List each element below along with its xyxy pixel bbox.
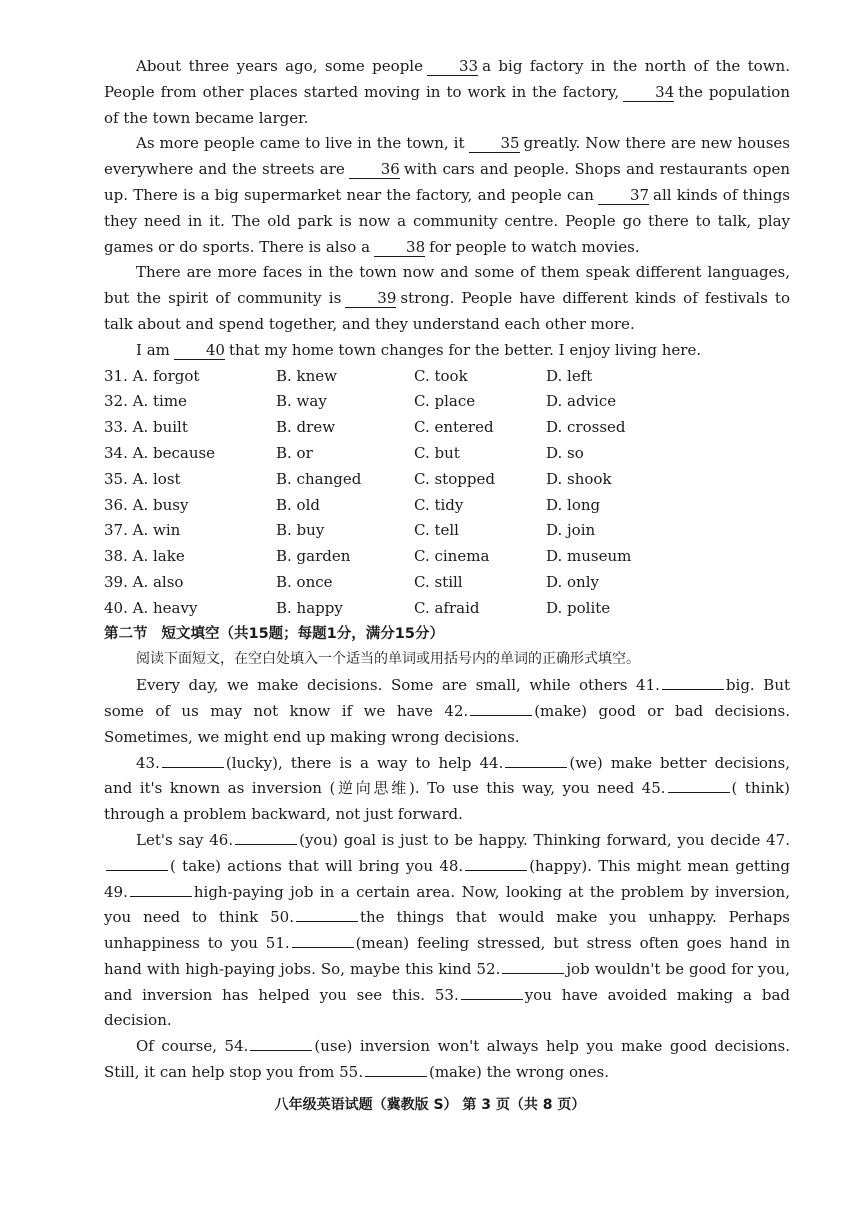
text-segment: Every day, we make decisions. Some are small, while others 41.: [136, 676, 660, 695]
fill-blank: [470, 701, 532, 716]
option-d: D. only: [546, 572, 599, 591]
section-heading: [104, 622, 790, 648]
fill-blank: [250, 1036, 312, 1051]
option-a: 34. A. because: [104, 443, 216, 462]
cloze-paragraph-3: [104, 260, 790, 337]
text-segment: (you) goal is just to be happy. Thinking forward, you decide 47.: [299, 830, 790, 849]
cloze-paragraph-2: [104, 131, 790, 260]
fill-blank: [292, 933, 354, 948]
option-d: D. museum: [546, 547, 632, 566]
cloze-paragraph-4: [104, 338, 790, 364]
blank-37: 37: [598, 187, 649, 205]
text-segment: As more people came to live in the town, it: [136, 134, 465, 153]
option-a: 33. A. built: [104, 418, 188, 437]
fill-blank: [130, 882, 192, 897]
option-b: B. old: [276, 495, 320, 514]
option-c: C. still: [414, 572, 463, 591]
fill-blank: [668, 778, 730, 793]
text-segment: the population of the town became larger.: [104, 82, 790, 127]
option-c: C. tidy: [414, 495, 464, 514]
blank-34: 34: [623, 84, 674, 102]
option-row: [104, 389, 790, 415]
text-segment: a big factory in the north of the town. People from other places started moving in to work in the factory,: [104, 57, 790, 101]
section-title: 短文填空（共15题；每题1分，满分15分）: [161, 625, 444, 642]
fill-blank: [662, 675, 724, 690]
option-b: B. buy: [276, 521, 325, 540]
blank-36: 36: [349, 161, 400, 179]
text-segment: ( take) actions that will bring you 48.: [170, 856, 464, 875]
option-d: D. join: [546, 521, 596, 540]
text-segment: 43.: [136, 753, 160, 772]
blank-39: 39: [345, 290, 396, 308]
option-c: C. took: [414, 366, 468, 385]
blank-38: 38: [374, 239, 425, 257]
section-label: 第二节: [104, 625, 148, 642]
option-d: D. long: [546, 495, 601, 514]
text-segment: the things that would make you unhappy. Perhaps unhappiness to you 51.: [104, 908, 791, 953]
option-d: D. crossed: [546, 418, 626, 437]
fill-blank: [162, 753, 224, 768]
page-footer: 八年级英语试题（冀教版 S） 第 3 页（共 8 页）: [274, 1097, 586, 1113]
option-b: B. knew: [276, 366, 338, 385]
option-a: 31. A. forgot: [104, 366, 200, 385]
blank-35: 35: [469, 135, 520, 153]
fill-blank: [235, 830, 297, 845]
text-segment: (make) good or bad decisions. Sometimes, we might end up making wrong decisions.: [104, 701, 790, 746]
option-row: [104, 518, 790, 544]
option-a: 39. A. also: [104, 572, 184, 591]
fill-blank: [505, 753, 567, 768]
text-segment: high-paying job in a certain area. Now, looking at the problem by inversion, you need to think 50.: [104, 882, 790, 927]
text-segment: (make) the wrong ones.: [428, 1063, 610, 1082]
text-segment: (happy). This might mean getting 49.: [104, 856, 790, 901]
section-instruction: 阅读下面短文，在空白处填入一个适当的单词或用括号内的单词的正确形式填空。: [136, 651, 640, 668]
options-table: [104, 364, 790, 622]
fill-paragraph-2: [104, 751, 790, 828]
fill-paragraph-1: [104, 673, 790, 750]
option-a: 35. A. lost: [104, 469, 181, 488]
option-row: [104, 441, 790, 467]
option-b: B. drew: [276, 418, 336, 437]
page-content: [104, 54, 790, 1086]
option-row: [104, 570, 790, 596]
fill-paragraph-3: [104, 828, 790, 1034]
option-d: D. polite: [546, 598, 611, 617]
option-b: B. once: [276, 572, 333, 591]
fill-blank: [296, 907, 358, 922]
option-c: C. afraid: [414, 598, 480, 617]
text-segment: strong. People have different kinds of festivals to talk about and spend together, and they understand each other more.: [104, 289, 790, 333]
option-b: B. changed: [276, 469, 362, 488]
text-segment: you have avoided making a bad decision.: [104, 985, 790, 1030]
text-segment: job wouldn't be good for you, and inversion has helped you see this. 53.: [104, 959, 790, 1004]
text-segment: greatly. Now there are new houses everywhere and the streets are: [104, 134, 791, 179]
text-segment: that my home town changes for the better. I enjoy living here.: [228, 340, 702, 359]
option-c: C. stopped: [414, 469, 495, 488]
fill-blank: [106, 856, 168, 871]
blank-40: 40: [174, 342, 225, 360]
option-b: B. or: [276, 443, 313, 462]
text-segment: (use) inversion won't always help you make good decisions. Still, it can help stop you from 55.: [104, 1037, 790, 1082]
fill-paragraph-4: [104, 1034, 790, 1086]
option-row: [104, 544, 790, 570]
option-d: D. advice: [546, 392, 617, 411]
option-d: D. left: [546, 366, 593, 385]
option-a: 36. A. busy: [104, 495, 189, 514]
blank-33: 33: [427, 58, 478, 76]
option-c: C. but: [414, 443, 460, 462]
option-a: 32. A. time: [104, 392, 187, 411]
text-segment: (lucky), there is a way to help 44.: [225, 753, 504, 772]
option-a: 37. A. win: [104, 521, 181, 540]
fill-blank: [365, 1062, 427, 1077]
option-b: B. way: [276, 392, 327, 411]
text-segment: (we) make better decisions, and it's known as inversion (逆向思维). To use this way, you need 45.: [104, 753, 790, 798]
text-segment: all kinds of things they need in it. The old park is now a community centre. People go there to talk, play games or do sports. There is also a: [104, 185, 790, 256]
option-row: [104, 467, 790, 493]
option-c: C. cinema: [414, 547, 490, 566]
option-a: 40. A. heavy: [104, 598, 198, 617]
fill-blank: [502, 959, 564, 974]
text-segment: with cars and people. Shops and restaurants open up. There is a big supermarket near the factory, and people can: [104, 160, 790, 204]
option-d: D. shook: [546, 469, 612, 488]
fill-blank: [465, 856, 527, 871]
option-c: C. entered: [414, 418, 494, 437]
text-segment: big. But some of us may not know if we have 42.: [104, 676, 791, 720]
option-row: [104, 415, 790, 441]
text-segment: About three years ago, some people: [136, 57, 423, 75]
text-segment: (mean) feeling stressed, but stress often goes hand in hand with high-paying jobs. So, maybe this kind 52.: [104, 934, 790, 978]
text-segment: ( think) through a problem backward, not just forward.: [104, 779, 790, 824]
option-c: C. tell: [414, 521, 459, 540]
option-row: [104, 493, 790, 519]
option-b: B. garden: [276, 547, 351, 566]
option-a: 38. A. lake: [104, 547, 185, 566]
text-segment: Of course, 54.: [136, 1037, 249, 1056]
text-segment: There are more faces in the town now and some of them speak different languages, but the spirit of community is: [104, 263, 790, 308]
option-b: B. happy: [276, 598, 343, 617]
option-c: C. place: [414, 392, 476, 411]
option-row: [104, 596, 790, 622]
option-row: [104, 364, 790, 390]
fill-blank: [461, 985, 523, 1000]
cloze-paragraph-1: [104, 54, 790, 131]
text-segment: Let's say 46.: [136, 830, 234, 849]
text-segment: for people to watch movies.: [429, 237, 640, 256]
option-d: D. so: [546, 443, 584, 462]
text-segment: I am: [136, 340, 170, 359]
